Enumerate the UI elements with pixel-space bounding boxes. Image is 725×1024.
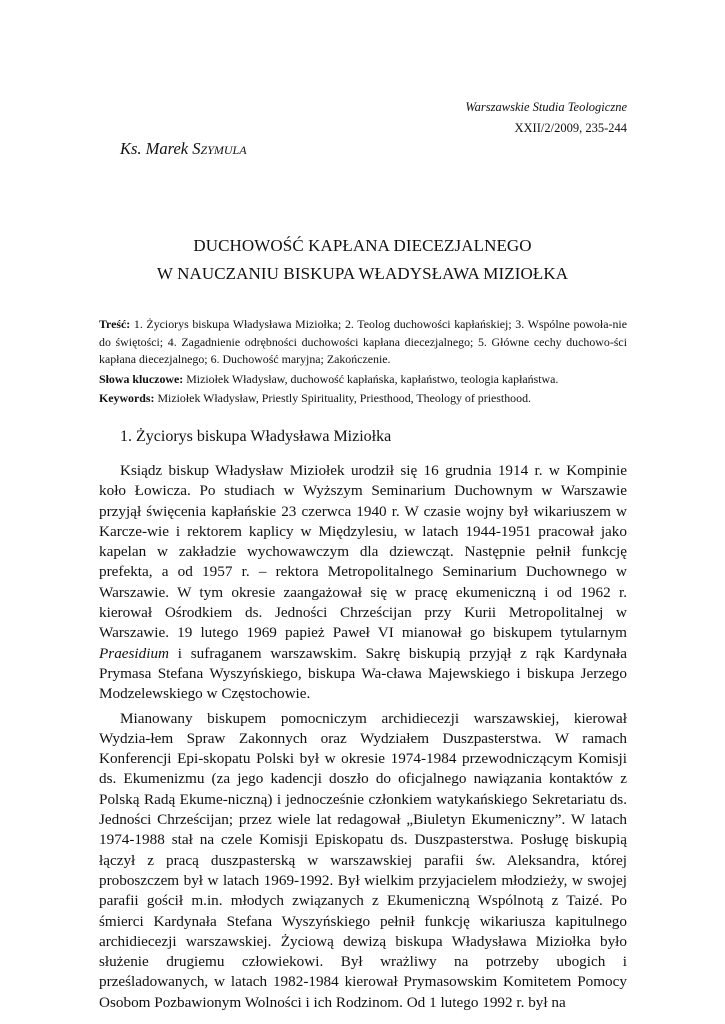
p1-italic: Praesidium: [99, 644, 170, 662]
p1-text-b: i sufraganem warszawskim. Sakrę biskupią przyjął z rąk Kardynała Prymasa Stefana Wyszyńskiego, biskupa Wa-cława Majewskiego i biskupa Jerzego Modzelewskiego w Częstochowie.: [99, 644, 627, 703]
body-paragraph-2: Mianowany biskupem pomocniczym archidiecezji warszawskiej, kierował Wydzia-łem Spraw Zakonnych oraz Wydziałem Duszpasterstwa. W ramach Konferencji Epi-skopatu Polski był w okresie 1974-1984 przewodniczącym Komisji ds. Ekumenizmu (za jego kadencji doszło do oficjalnego nawiązania kontaktów z Polską Radą Ekume-niczną) i jednocześnie członkiem watykańskiego Sekretariatu ds. Jedności Chrześcijan; przez wiele lat redagował „Biuletyn Ekumeniczny”. W latach 1974-1988 stał na czele Komisji Episkopatu ds. Duszpasterstwa. Posługę biskupią łączył z pracą duszpasterską w warszawskiej parafii św. Aleksandra, której proboszczem był w latach 1969-1992. Był wielkim przyjacielem młodzieży, w swojej parafii gościł m.in. młodych związanych z Ekumeniczną Wspólnotą z Taizé. Po śmierci Kardynała Stefana Wyszyńskiego pełnił funkcję wikariusza kapitulnego archidiecezji warszawskiej. Życiową dewizą biskupa Władysława Miziołka było służenie drugiemu człowiekowi. Był wrażliwy na potrzeby ubogich i prześladowanych, w latach 1982-1984 kierował Prymasowskim Komitetem Pomocy Osobom Pozbawionym Wolności i ich Rodzinom. Od 1 lutego 1992 r. był na: [99, 709, 627, 1011]
keywords-en-label: Keywords:: [99, 391, 155, 406]
article-meta: [99, 316, 627, 408]
body-text: [99, 461, 627, 1013]
body-paragraph-1: [99, 461, 627, 705]
keywords-en-paragraph: [99, 390, 627, 408]
article-title: [100, 232, 625, 288]
p1-text-a: Ksiądz biskup Władysław Miziołek urodził się 16 grudnia 1914 r. w Kompinie koło Łowicza. Po studiach w Wyższym Seminarium Duchownym w Warszawie przyjął święcenia kapłańskie 23 czerwca 1940 r. W czasie wojny był wikariuszem w Karcze-wie i rektorem kaplicy w Międzylesiu, w latach 1944-1951 pracował jako kapelan w zakładzie wychowawczym dla dziewcząt. Następnie pełnił funkcję prefekta, a od 1957 r. – rektora Metropolitalnego Seminarium Duchownego w Warszawie. W tym okresie zaangażował się w pracę ekumeniczną i od 1962 r. kierował Ośrodkiem ds. Jedności Chrześcijan przy Kurii Metropolitalnej w Warszawie. 19 lutego 1969 papież Paweł VI mianował go biskupem tytularnym: [99, 462, 627, 642]
contents-paragraph: [99, 316, 627, 369]
contents-text: 1. Życiorys biskupa Władysława Miziołka; 2. Teolog duchowości kapłańskiej; 3. Wspólne powoła-nie do świętości; 4. Zagadnienie odrębności duchowości kapłana diecezjalnego; 5. Główne cechy duchowo-ści kapłana diecezjalnego; 6. Duchowość maryjna; Zakończenie.: [99, 317, 627, 367]
author-surname: Szymula: [192, 139, 247, 158]
keywords-pl-text: Miziołek Władysław, duchowość kapłańska, kapłaństwo, teologia kapłaństwa.: [183, 371, 559, 386]
keywords-pl-label: Słowa kluczowe:: [99, 371, 184, 386]
title-line-1: DUCHOWOŚĆ KAPŁANA DIECEZJALNEGO: [193, 236, 532, 255]
keywords-en-text: Miziołek Władysław, Priestly Spirituality, Priesthood, Theology of priesthood.: [154, 391, 531, 406]
author-line: [120, 139, 247, 159]
keywords-pl-paragraph: [99, 371, 627, 389]
title-line-2: W NAUCZANIU BISKUPA WŁADYSŁAWA MIZIOŁKA: [156, 264, 569, 283]
author-prefix: Ks. Marek: [120, 139, 193, 158]
journal-name: Warszawskie Studia Teologiczne: [465, 100, 627, 114]
section-heading: 1. Życiorys biskupa Władysława Miziołka: [120, 428, 392, 445]
contents-label: Treść:: [99, 317, 131, 331]
journal-volume: XXII/2/2009, 235-244: [514, 121, 627, 135]
journal-header: [465, 97, 627, 139]
